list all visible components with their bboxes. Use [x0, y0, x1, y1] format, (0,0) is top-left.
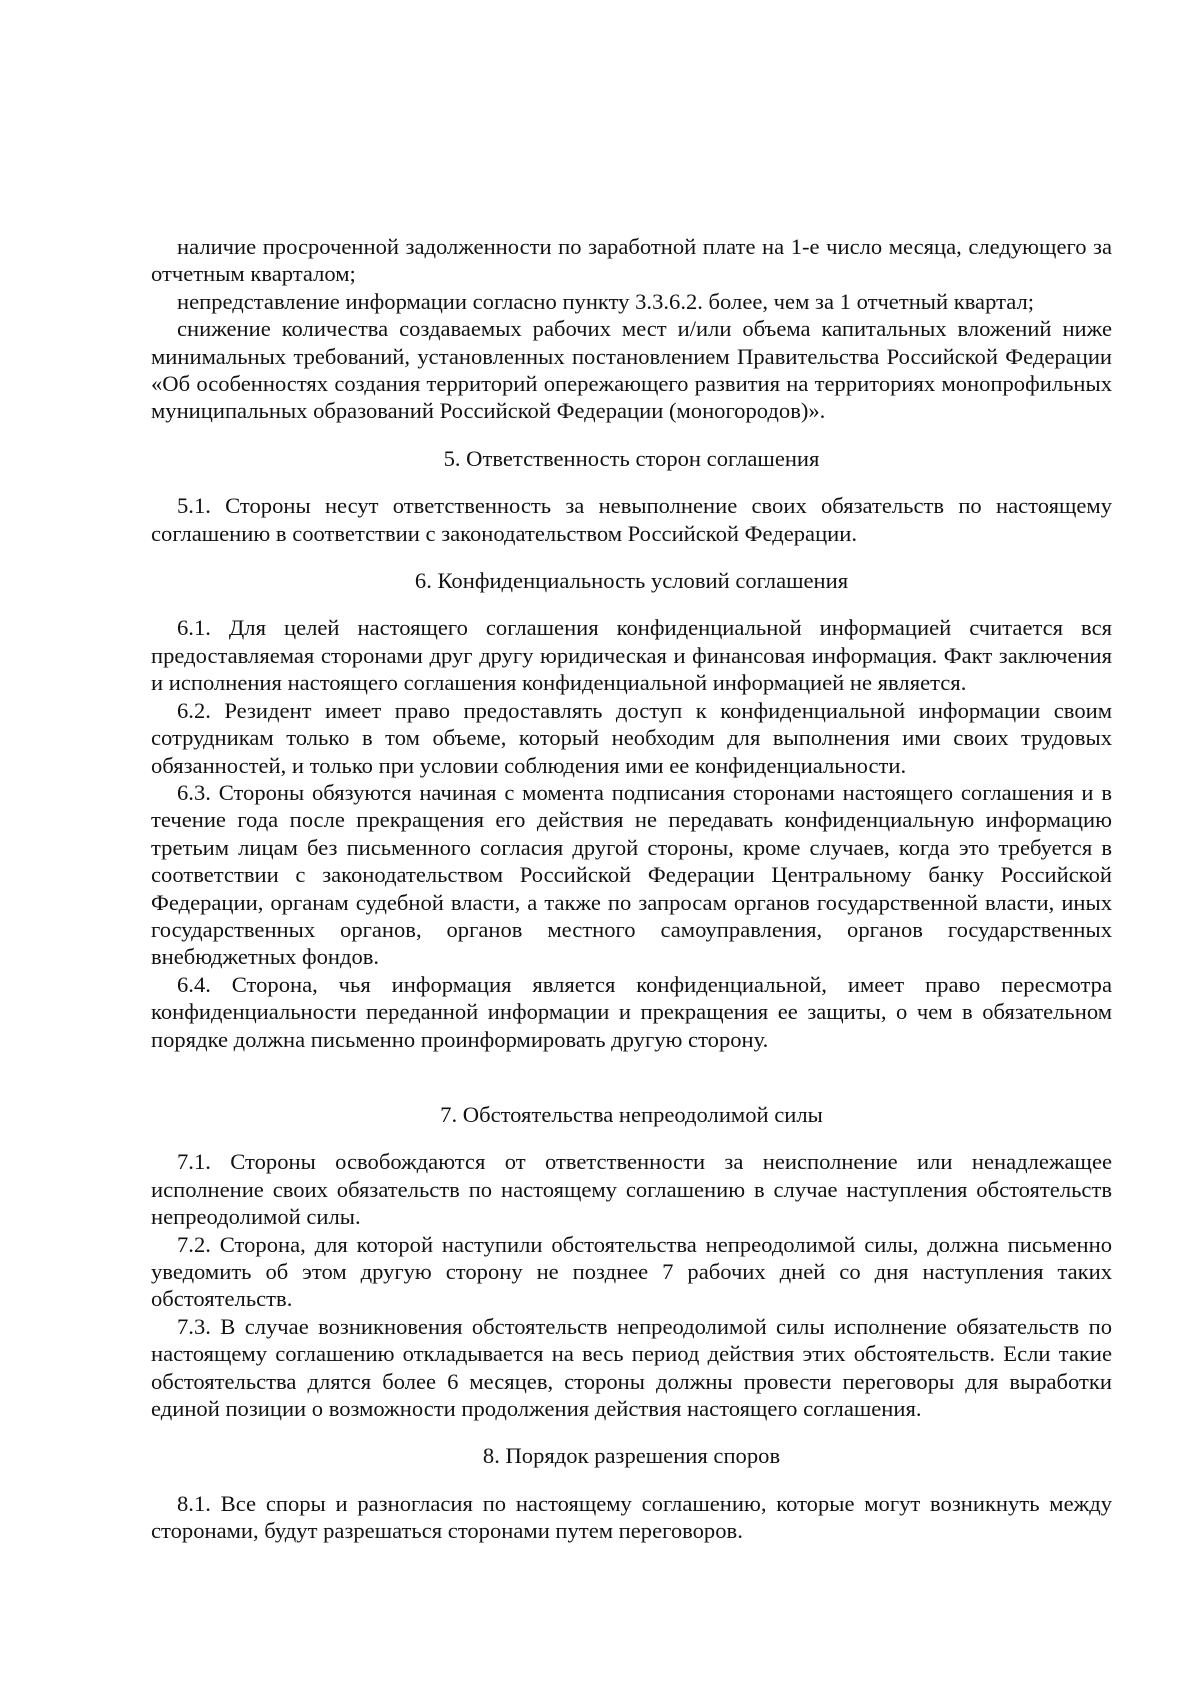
section-8-paragraph-1: 8.1. Все споры и разногласия по настоящему соглашению, которые могут возникнуть между сторонами, будут разрешаться сторонами путем переговоров.: [151, 1490, 1112, 1544]
section-6-paragraph-3: 6.3. Стороны обязуются начиная с момента подписания сторонами настоящего соглашения и в течение года после прекращения его действия не передавать конфиденциальную информацию третьим лицам без письменного согласия другой стороны, кроме случаев, когда это требуется в соответствии с законодательством Российской Федерации Центральному банку Российской Федерации, органам судебной власти, а также по запросам органов государственной власти, иных государственных органов, органов местного самоуправления, органов государственных внебюджетных фондов.: [151, 779, 1112, 970]
section-6-title: 6. Конфиденциальность условий соглашения: [414, 568, 849, 594]
intro-item-overdue-salary: наличие просроченной задолженности по заработной плате на 1-е число месяца, следующего за отчетным кварталом;: [151, 234, 1112, 287]
intro-item-jobs-reduction: снижение количества создаваемых рабочих мест и/или объема капитальных вложений ниже минимальных требований, установленных постановлением Правительства Российской Федерации «Об особенностях создания территорий опережающего развития на территориях монопрофильных муниципальных образований Российской Федерации (моногородов)».: [151, 316, 1112, 424]
section-6-paragraph-2: 6.2. Резидент имеет право предоставлять доступ к конфиденциальной информации своим сотрудникам только в том объеме, который необходим для выполнения ими своих трудовых обязанностей, и только при условии соблюдения ими ее конфиденциальности.: [151, 697, 1112, 778]
section-6-paragraph-1: 6.1. Для целей настоящего соглашения конфиденциальной информацией считается вся предоставляемая сторонами друг другу юридическая и финансовая информация. Факт заключения и исполнения настоящего соглашения конфиденциальной информацией не является.: [151, 615, 1112, 696]
intro-item-no-info: непредставление информации согласно пункту 3.3.6.2. более, чем за 1 отчетный квартал;: [177, 288, 1035, 314]
section-5-paragraph-1: 5.1. Стороны несут ответственность за невыполнение своих обязательств по настоящему соглашению в соответствии с законодательством Российской Федерации.: [151, 493, 1112, 546]
document-page: [151, 233, 1112, 1545]
section-7-paragraph-2: 7.2. Сторона, для которой наступили обстоятельства непреодолимой силы, должна письменно уведомить об этом другую сторону не позднее 7 рабочих дней со дня наступления таких обстоятельств.: [151, 1231, 1112, 1312]
section-5-title: 5. Ответственность сторон соглашения: [443, 445, 820, 471]
section-7-paragraph-3: 7.3. В случае возникновения обстоятельств непреодолимой силы исполнение обязательств по настоящему соглашению откладывается на весь период действия этих обстоятельств. Если такие обстоятельства длятся более 6 месяцев, стороны должны провести переговоры для выработки единой позиции о возможности продолжения действия настоящего соглашения.: [151, 1313, 1112, 1422]
section-8-title: 8. Порядок разрешения споров: [482, 1443, 781, 1469]
section-7-paragraph-1: 7.1. Стороны освобождаются от ответственности за неисполнение или ненадлежащее исполнение своих обязательств по настоящему соглашению в случае наступления обстоятельств непреодолимой силы.: [151, 1149, 1112, 1230]
section-6-paragraph-4: 6.4. Сторона, чья информация является конфиденциальной, имеет право пересмотра конфиденциальности переданной информации и прекращения ее защиты, о чем в обязательном порядке должна письменно проинформировать другую сторону.: [151, 971, 1112, 1052]
section-7-title: 7. Обстоятельства непреодолимой силы: [440, 1101, 823, 1127]
